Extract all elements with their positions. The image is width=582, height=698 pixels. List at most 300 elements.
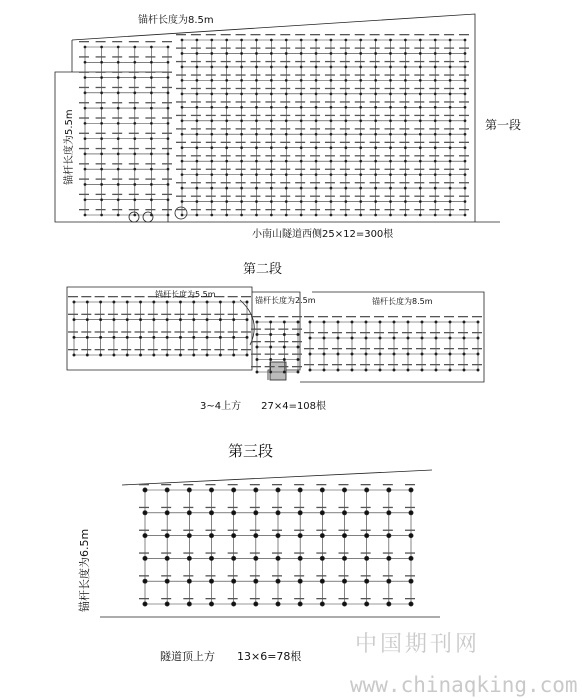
section2-middle-grid-point-label (278, 341, 288, 342)
section2-right-grid-point-label (346, 364, 356, 365)
section1-main-grid-anchor-point (196, 52, 198, 54)
section1-left-grid-anchor-point (167, 122, 169, 124)
section1-main-grid-anchor-point (226, 133, 228, 135)
section1-left-grid-point-label (112, 56, 122, 57)
section2-right-grid-point-label (332, 332, 342, 333)
section3-grid-point-label (206, 598, 216, 599)
section3-grid-anchor-point (320, 533, 324, 537)
section1-main-grid-point-label (176, 142, 186, 143)
section1-main-grid-point-label (280, 209, 290, 210)
section1-main-grid-point-label (340, 196, 350, 197)
section2-right-grid-anchor-point (463, 369, 465, 371)
section3-grid-anchor-point (187, 579, 191, 583)
section1-main-grid-anchor-point (315, 133, 317, 135)
section1-main-grid-point-label (399, 169, 409, 170)
section3-grid-anchor-point (387, 533, 391, 537)
section1-left-grid-anchor-point (167, 183, 169, 185)
section1-main-grid-point-label (429, 74, 439, 75)
section3-grid-point-label (161, 484, 171, 485)
section1-main-grid-anchor-point (255, 160, 257, 162)
section1-main-grid-anchor-point (315, 66, 317, 68)
section2-right-grid-point-label (416, 332, 426, 333)
section1-main-grid-anchor-point (181, 174, 183, 176)
section1-main-grid-point-label (206, 209, 216, 210)
section1-left-grid-point-label (162, 87, 172, 88)
section1-main-grid-point-label (250, 34, 260, 35)
section2-left-grid-point-label (68, 331, 78, 332)
section1-main-grid-point-label (236, 101, 246, 102)
section1-main-grid-anchor-point (181, 52, 183, 54)
section1-main-grid-anchor-point (404, 200, 406, 202)
section1-main-grid-point-label (176, 182, 186, 183)
section2-middle-grid-point-label (251, 316, 261, 317)
section1-main-grid-point-label (355, 74, 365, 75)
section3-grid-point-label (294, 598, 304, 599)
section1-left-grid-anchor-point (134, 138, 136, 140)
section1-main-grid-point-label (310, 142, 320, 143)
section1-main-grid-anchor-point (315, 39, 317, 41)
section3-grid-point-label (250, 598, 260, 599)
section1-left-grid-point-label (129, 117, 139, 118)
section2-left-grid-anchor-point (73, 354, 75, 356)
section2-right-grid-anchor-point (337, 337, 339, 339)
section1-main-grid-anchor-point (300, 174, 302, 176)
section1-main-grid-anchor-point (330, 200, 332, 202)
section1-main-grid-point-label (385, 34, 395, 35)
section3-grid-point-label (405, 507, 415, 508)
section1-main-grid-anchor-point (360, 200, 362, 202)
section1-left-grid-point-label (145, 72, 155, 73)
section1-left-grid-anchor-point (167, 46, 169, 48)
section1-main-grid-anchor-point (360, 106, 362, 108)
section1-main-grid-anchor-point (226, 200, 228, 202)
section1-main-grid-point-label (206, 88, 216, 89)
section2-right-grid-anchor-point (463, 337, 465, 339)
section3-grid-point-label (206, 484, 216, 485)
section2-right-grid-point-label (360, 332, 370, 333)
section1-main-grid-point-label (340, 169, 350, 170)
section3-grid-point-label (272, 484, 282, 485)
section2-right-grid-anchor-point (309, 369, 311, 371)
section1-main-grid-anchor-point (330, 66, 332, 68)
section1-left-grid-point-label (162, 148, 172, 149)
section1-main-grid-anchor-point (196, 214, 198, 216)
section1-main-grid-point-label (355, 182, 365, 183)
section3-grid-point-label (228, 552, 238, 553)
section1-main-grid-anchor-point (226, 66, 228, 68)
section1-main-grid-point-label (459, 74, 469, 75)
section1-main-grid-anchor-point (449, 79, 451, 81)
section3-grid-anchor-point (409, 511, 413, 515)
section2-right-grid-anchor-point (477, 369, 479, 371)
section1-main-grid-point-label (355, 142, 365, 143)
section1-left-grid-anchor-point (134, 199, 136, 201)
section1-main-grid-anchor-point (211, 79, 213, 81)
section3-grid-point-label (294, 575, 304, 576)
section3-grid-anchor-point (387, 511, 391, 515)
section1-left-grid-anchor-point (84, 122, 86, 124)
section1-main-grid-point-label (176, 128, 186, 129)
section1-left-grid-anchor-point (84, 107, 86, 109)
section2-middle-grid-anchor-point (256, 333, 258, 335)
section1-main-grid-point-label (295, 101, 305, 102)
section2-middle-grid-point-label (251, 341, 261, 342)
section3-grid-point-label (383, 507, 393, 508)
section3-grid-anchor-point (409, 488, 413, 492)
section2-right-grid-point-label (332, 348, 342, 349)
section1-main-grid-point-label (340, 128, 350, 129)
section1-main-grid-anchor-point (434, 120, 436, 122)
section1-main-grid-anchor-point (389, 147, 391, 149)
section3-grid-point-label (272, 552, 282, 553)
section1-main-grid-point-label (444, 169, 454, 170)
section1-main-grid-point-label (176, 115, 186, 116)
section3-grid-anchor-point (143, 579, 147, 583)
section1-main-grid-point-label (310, 61, 320, 62)
section2-left-grid-anchor-point (232, 354, 234, 356)
section1-main-grid-anchor-point (181, 120, 183, 122)
section1-main-grid-anchor-point (270, 39, 272, 41)
section2-middle-grid-anchor-point (269, 371, 271, 373)
section1-main-grid-point-label (221, 74, 231, 75)
section2-left-grid-anchor-point (232, 318, 234, 320)
section1-main-grid-point-label (340, 34, 350, 35)
section2-right-grid-anchor-point (351, 337, 353, 339)
section2-middle-grid-anchor-point (269, 321, 271, 323)
section1-main-grid-point-label (370, 74, 380, 75)
section3-grid-anchor-point (187, 511, 191, 515)
section1-left-grid-point-label (79, 209, 89, 210)
section1-left-grid-point-label (129, 41, 139, 42)
section2-left-grid-anchor-point (153, 354, 155, 356)
section1-main-grid-point-label (459, 47, 469, 48)
section1-main-grid-anchor-point (375, 39, 377, 41)
section1-left-grid-anchor-point (150, 107, 152, 109)
section1-left-grid-anchor-point (167, 76, 169, 78)
section2-left-grid-anchor-point (179, 336, 181, 338)
section1-main-grid-point-label (191, 74, 201, 75)
section1-main-grid-point-label (295, 209, 305, 210)
section1-main-grid-point-label (295, 196, 305, 197)
section1-main-grid-point-label (399, 47, 409, 48)
section1-main-grid-anchor-point (464, 66, 466, 68)
section1-main-grid-point-label (399, 209, 409, 210)
section2-middle-grid-anchor-point (283, 321, 285, 323)
section3-grid-point-label (361, 598, 371, 599)
section1-main-grid-anchor-point (449, 187, 451, 189)
section1-main-grid-anchor-point (226, 120, 228, 122)
section1-main-grid-anchor-point (315, 79, 317, 81)
section2-middle-grid-anchor-point (256, 358, 258, 360)
section1-main-grid-point-label (191, 61, 201, 62)
section1-main-grid-point-label (325, 88, 335, 89)
section2-middle-grid-anchor-point (283, 371, 285, 373)
section2-left-grid-anchor-point (113, 318, 115, 320)
section2-right-grid-anchor-point (365, 321, 367, 323)
section2-left-grid-point-label (95, 349, 105, 350)
section1-main-grid-point-label (385, 155, 395, 156)
section1-main-grid-anchor-point (404, 52, 406, 54)
section1-left-grid-point-label (79, 41, 89, 42)
section1-main-grid-anchor-point (449, 200, 451, 202)
section1-left-grid-anchor-point (167, 199, 169, 201)
section1-left-grid-anchor-point (134, 61, 136, 63)
section3-grid-point-label (183, 575, 193, 576)
section1-main-grid-anchor-point (330, 120, 332, 122)
section1-main-grid-anchor-point (389, 120, 391, 122)
section1-main-grid-anchor-point (270, 187, 272, 189)
section2-right-grid-anchor-point (393, 353, 395, 355)
section1-main-grid-point-label (176, 47, 186, 48)
section3-grid-anchor-point (165, 488, 169, 492)
section1-main-grid-anchor-point (270, 106, 272, 108)
section2-middle-grid-point-label (292, 316, 302, 317)
section1-main-grid-anchor-point (434, 93, 436, 95)
section2-left-grid-point-label (95, 331, 105, 332)
section1-main-grid-point-label (236, 169, 246, 170)
section2-middle-grid-anchor-point (297, 358, 299, 360)
section1-left-grid-anchor-point (150, 153, 152, 155)
section1-caption: 小南山隧道西侧25×12=300根 (252, 229, 394, 240)
section3-grid-anchor-point (342, 579, 346, 583)
section2-right-grid-anchor-point (477, 353, 479, 355)
section1-main-grid-point-label (250, 142, 260, 143)
section1-anchor-length-side: 锚杆长度为5.5m (64, 109, 75, 185)
section1-main-grid-anchor-point (330, 133, 332, 135)
section2-right-grid-point-label (416, 316, 426, 317)
section1-main-grid-anchor-point (375, 214, 377, 216)
section1-left-grid-anchor-point (117, 199, 119, 201)
section1-main-grid-anchor-point (255, 147, 257, 149)
section1-main-grid-point-label (444, 142, 454, 143)
section1-main-grid-anchor-point (270, 200, 272, 202)
section2-right-grid-point-label (388, 364, 398, 365)
section1-left-grid-point-label (96, 163, 106, 164)
section2-right-grid-point-label (472, 364, 482, 365)
section1-left-grid-point-label (112, 117, 122, 118)
section3-grid-anchor-point (209, 511, 213, 515)
section1-main-grid-anchor-point (419, 66, 421, 68)
section1-main-grid-point-label (310, 74, 320, 75)
section3-grid-anchor-point (231, 488, 235, 492)
section2-left-grid-point-label (188, 349, 198, 350)
section1-left-grid-anchor-point (134, 153, 136, 155)
section1-main-grid-point-label (221, 34, 231, 35)
section1-main-grid-anchor-point (404, 160, 406, 162)
section1-main-grid-anchor-point (389, 66, 391, 68)
section3-grid-anchor-point (298, 511, 302, 515)
section1-main-grid-anchor-point (464, 39, 466, 41)
section1-main-grid-anchor-point (196, 160, 198, 162)
section1-main-grid-point-label (310, 128, 320, 129)
section3-grid-anchor-point (231, 511, 235, 515)
section1-main-grid-anchor-point (315, 120, 317, 122)
section1-main-grid-anchor-point (449, 120, 451, 122)
section2-left-grid-anchor-point (86, 318, 88, 320)
section1-main-grid-anchor-point (464, 187, 466, 189)
section1-main-grid-point-label (325, 34, 335, 35)
section1-main-grid-anchor-point (449, 39, 451, 41)
section2-right-grid-anchor-point (435, 337, 437, 339)
section1-main-grid-point-label (399, 88, 409, 89)
section1-main-grid-anchor-point (240, 147, 242, 149)
section1-main-grid-point-label (265, 182, 275, 183)
section1-left-grid-anchor-point (84, 214, 86, 216)
section1-main-grid-point-label (250, 61, 260, 62)
section1-main-grid-anchor-point (270, 66, 272, 68)
section2-left-grid-anchor-point (126, 354, 128, 356)
section1-main-grid-anchor-point (375, 174, 377, 176)
section1-main-grid-anchor-point (389, 79, 391, 81)
section1-main-grid-anchor-point (181, 160, 183, 162)
section2-left-grid-anchor-point (99, 301, 101, 303)
section1-main-grid-anchor-point (404, 66, 406, 68)
section3-grid-anchor-point (364, 579, 368, 583)
section1-main-grid-anchor-point (181, 79, 183, 81)
section1-main-grid-point-label (370, 169, 380, 170)
section1-left-grid-anchor-point (134, 183, 136, 185)
section2-right-grid-anchor-point (421, 369, 423, 371)
section2-left-grid-point-label (81, 314, 91, 315)
section3-grid-anchor-point (276, 579, 280, 583)
section1-left-grid-point-label (112, 163, 122, 164)
section1-main-grid-point-label (325, 61, 335, 62)
section1-left-grid-anchor-point (84, 183, 86, 185)
section1-left-grid-anchor-point (101, 183, 103, 185)
section3-grid-point-label (161, 530, 171, 531)
section1-left-grid-anchor-point (134, 122, 136, 124)
section3-grid-anchor-point (209, 533, 213, 537)
section1-left-grid-anchor-point (150, 92, 152, 94)
section1-main-grid-anchor-point (375, 147, 377, 149)
section1-left-grid-anchor-point (134, 214, 136, 216)
section1-main-grid-point-label (206, 142, 216, 143)
section2-left-grid-anchor-point (219, 336, 221, 338)
section1-main-grid-point-label (414, 128, 424, 129)
section3-grid-point-label (339, 530, 349, 531)
section1-main-grid-point-label (429, 115, 439, 116)
section1-left-grid-anchor-point (150, 122, 152, 124)
section3-grid-anchor-point (187, 488, 191, 492)
section1-main-grid-anchor-point (240, 106, 242, 108)
section1-left-grid-point-label (96, 133, 106, 134)
section1-main-grid-anchor-point (315, 174, 317, 176)
section2-left-grid-anchor-point (193, 318, 195, 320)
section1-main-grid-anchor-point (285, 39, 287, 41)
section3-grid-point-label (206, 552, 216, 553)
section1-main-grid-point-label (340, 101, 350, 102)
section2-left-grid-point-label (241, 331, 251, 332)
section2-right-grid-anchor-point (323, 353, 325, 355)
section1-main-grid-point-label (459, 209, 469, 210)
section3-grid-point-label (294, 507, 304, 508)
section3-grid-point-label (272, 530, 282, 531)
section1-left-grid-point-label (145, 209, 155, 210)
section1-main-grid-anchor-point (464, 214, 466, 216)
section1-left-grid-point-label (129, 102, 139, 103)
section3-grid-point-label (161, 552, 171, 553)
section2-right-grid-anchor-point (435, 369, 437, 371)
section1-main-grid-point-label (236, 196, 246, 197)
section1-main-grid-point-label (444, 128, 454, 129)
section2-anchor-right: 锚杆长度为8.5m (372, 297, 433, 306)
section2-anchor-middle: 锚杆长度为2.5m (255, 296, 316, 305)
section1-main-grid-anchor-point (181, 39, 183, 41)
section2-right-grid-point-label (472, 348, 482, 349)
section2-right-grid-anchor-point (351, 353, 353, 355)
section3-grid-point-label (139, 598, 149, 599)
section1-main-grid-anchor-point (404, 106, 406, 108)
section1-main-grid-point-label (385, 196, 395, 197)
section1-main-grid-point-label (444, 115, 454, 116)
section1-main-grid-anchor-point (419, 214, 421, 216)
section3-grid-point-label (361, 507, 371, 508)
section1-main-grid-anchor-point (300, 187, 302, 189)
section1-main-grid-point-label (221, 61, 231, 62)
section1-main-grid-point-label (310, 209, 320, 210)
section1-main-grid-point-label (429, 47, 439, 48)
section1-left-grid-point-label (145, 117, 155, 118)
section1-left-grid-anchor-point (117, 122, 119, 124)
section1-left-grid-point-label (145, 87, 155, 88)
section2-right-grid-point-label (388, 332, 398, 333)
section3-grid-anchor-point (298, 579, 302, 583)
section1-main-grid-point-label (250, 47, 260, 48)
section1-main-grid-anchor-point (449, 160, 451, 162)
section1-left-grid-point-label (96, 178, 106, 179)
section2-middle-grid-point-label (265, 316, 275, 317)
section2-left-grid-anchor-point (126, 301, 128, 303)
section1-main-grid-anchor-point (270, 214, 272, 216)
section1-left-grid-anchor-point (117, 61, 119, 63)
section3-grid-point-label (250, 552, 260, 553)
section1-left-grid-point-label (129, 148, 139, 149)
section2-right-grid-anchor-point (449, 353, 451, 355)
section1-main-grid-anchor-point (300, 106, 302, 108)
section3-grid-anchor-point (320, 511, 324, 515)
section2-right-grid-anchor-point (351, 369, 353, 371)
section1-main-grid-anchor-point (449, 106, 451, 108)
section1-main-grid-point-label (340, 142, 350, 143)
section2-right-grid-point-label (304, 348, 314, 349)
section1-main-grid-point-label (459, 101, 469, 102)
section1-main-grid-anchor-point (360, 147, 362, 149)
section1-main-grid-anchor-point (375, 160, 377, 162)
section3-grid-point-label (294, 530, 304, 531)
section1-main-grid-anchor-point (345, 106, 347, 108)
section1-left-grid-point-label (145, 148, 155, 149)
section1-main-grid-point-label (280, 169, 290, 170)
section2-middle-grid-point-label (265, 354, 275, 355)
section1-segment-label: 第一段 (485, 118, 522, 132)
section2-middle-grid-point-label (278, 366, 288, 367)
section1-main-grid-point-label (414, 182, 424, 183)
section3-grid-point-label (228, 507, 238, 508)
section1-main-grid-anchor-point (404, 120, 406, 122)
section2-left-grid-anchor-point (153, 318, 155, 320)
section1-left-grid-point-label (112, 178, 122, 179)
section1-left-grid-point-label (129, 133, 139, 134)
section1-main-grid-anchor-point (240, 133, 242, 135)
watermark-cn: 中国期刊网 (355, 632, 481, 657)
section2-right-grid-point-label (346, 316, 356, 317)
section1-main-grid-point-label (221, 209, 231, 210)
section1-left-grid-point-label (79, 133, 89, 134)
section2-middle-grid-point-label (265, 366, 275, 367)
section1-left-grid-anchor-point (101, 76, 103, 78)
section1-main-grid-point-label (265, 101, 275, 102)
section1-left-grid-anchor-point (84, 92, 86, 94)
